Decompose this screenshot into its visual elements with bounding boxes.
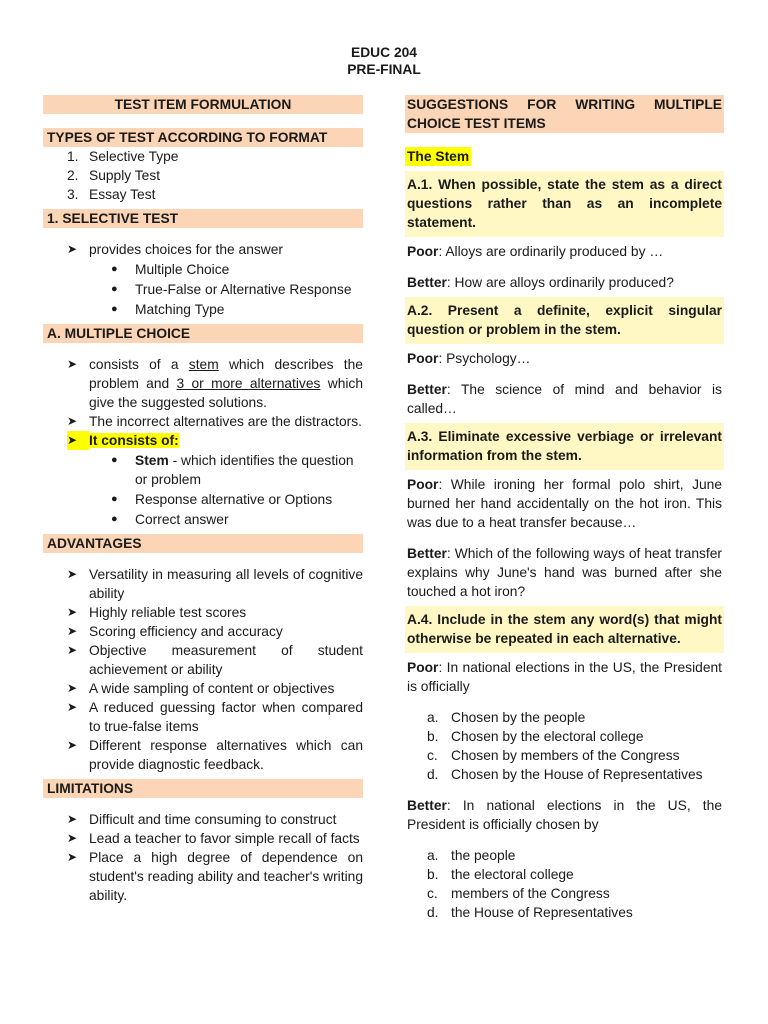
- poor-example: Poor: While ironing her formal polo shirt, June burned her hand accidentally on the hot iron. This was due to a heat transfer because…: [407, 477, 722, 530]
- arrow-bullet-icon: ➤: [67, 605, 78, 619]
- better-options-list: [405, 846, 724, 922]
- formulation-heading: TEST ITEM FORMULATION: [43, 95, 363, 114]
- selective-types-list: [43, 260, 363, 319]
- arrow-bullet-icon: ➤: [67, 812, 78, 826]
- list-item: ➤ provides choices for the answer: [67, 242, 284, 257]
- list-item: a. the people: [427, 848, 516, 863]
- arrow-bullet-icon: ➤: [67, 414, 78, 428]
- multiple-choice-list: [43, 355, 363, 450]
- list-item: c. Chosen by members of the Congress: [427, 748, 680, 763]
- list-item: ➤ Scoring efficiency and accuracy: [67, 624, 283, 639]
- list-item: ➤ Versatility in measuring all levels of cognitive ability: [67, 567, 363, 601]
- list-item: c. members of the Congress: [427, 886, 610, 901]
- list-item: ● Stem - which identifies the question or problem: [111, 453, 354, 487]
- poor-example: Poor: In national elections in the US, the President is officially: [407, 660, 722, 694]
- list-item: ● True-False or Alternative Response: [111, 282, 352, 297]
- tip-a3: A.3. Eliminate excessive verbiage or irrelevant information from the stem.: [405, 423, 724, 470]
- list-item: d. Chosen by the House of Representatives: [427, 767, 703, 782]
- list-item: ➤ The incorrect alternatives are the distractors.: [67, 414, 362, 429]
- multiple-choice-heading: A. MULTIPLE CHOICE: [43, 324, 363, 343]
- arrow-bullet-icon: ➤: [67, 831, 78, 845]
- better-example: Better: Which of the following ways of heat transfer explains why June's hand was burned after she touched a hot iron?: [407, 546, 722, 599]
- arrow-bullet-icon: ➤: [67, 431, 89, 450]
- list-item: 3. Essay Test: [67, 187, 156, 202]
- right-column: [405, 95, 724, 922]
- dot-bullet-icon: ●: [111, 283, 118, 295]
- poor-example: Poor: Alloys are ordinarily produced by …: [407, 244, 664, 259]
- tip-a2: A.2. Present a definite, explicit singular question or problem in the stem.: [405, 297, 724, 344]
- arrow-bullet-icon: ➤: [67, 567, 78, 581]
- dot-bullet-icon: ●: [111, 303, 118, 315]
- list-item: ➤ Lead a teacher to favor simple recall of facts: [67, 831, 360, 846]
- arrow-bullet-icon: ➤: [67, 357, 78, 371]
- list-item: ➤ Highly reliable test scores: [67, 605, 247, 620]
- limitations-list: [43, 810, 363, 905]
- dot-bullet-icon: ●: [111, 513, 118, 525]
- list-item: ● Multiple Choice: [111, 262, 230, 277]
- list-item: ● Matching Type: [111, 302, 225, 317]
- list-item: 2. Supply Test: [67, 168, 161, 183]
- limitations-heading: LIMITATIONS: [43, 779, 363, 798]
- list-item: ● Response alternative or Options: [111, 492, 333, 507]
- stem-heading: The Stem: [407, 149, 470, 164]
- types-list: [43, 147, 363, 204]
- selective-list: [43, 240, 363, 259]
- list-item: b. the electoral college: [427, 867, 574, 882]
- list-item: d. the House of Representatives: [427, 905, 633, 920]
- list-item: a. Chosen by the people: [427, 710, 586, 725]
- term-label: PRE-FINAL: [347, 62, 421, 77]
- list-item: 1. Selective Type: [67, 149, 179, 164]
- tip-a1: A.1. When possible, state the stem as a direct questions rather than as an incomplete statement.: [405, 171, 724, 237]
- better-example: Better: The science of mind and behavior is called…: [407, 382, 722, 416]
- poor-example: Poor: Psychology…: [407, 351, 531, 366]
- mc-parts-list: [43, 451, 363, 529]
- arrow-bullet-icon: ➤: [67, 624, 78, 638]
- arrow-bullet-icon: ➤: [67, 700, 78, 714]
- list-item: ➤ Place a high degree of dependence on student's reading ability and teacher's writing ability.: [67, 850, 363, 903]
- better-example: Better: In national elections in the US, the President is officially chosen by: [407, 798, 722, 832]
- list-item: ➤ consists of a stem which describes the problem and 3 or more alternatives which give the suggested solutions.: [67, 357, 364, 410]
- dot-bullet-icon: ●: [111, 454, 118, 466]
- arrow-bullet-icon: ➤: [67, 242, 78, 256]
- document-header: [0, 44, 768, 78]
- dot-bullet-icon: ●: [111, 263, 118, 275]
- list-item: ➤ Difficult and time consuming to construct: [67, 812, 337, 827]
- advantages-heading: ADVANTAGES: [43, 534, 363, 553]
- tip-a4: A.4. Include in the stem any word(s) that might otherwise be repeated in each alternative.: [405, 606, 724, 653]
- selective-test-heading: 1. SELECTIVE TEST: [43, 209, 363, 228]
- list-item: ● Correct answer: [111, 512, 229, 527]
- list-item: ➤ A wide sampling of content or objectives: [67, 681, 335, 696]
- advantages-list: [43, 565, 363, 774]
- list-item: b. Chosen by the electoral college: [427, 729, 644, 744]
- dot-bullet-icon: ●: [111, 493, 118, 505]
- better-example: Better: How are alloys ordinarily produced?: [407, 275, 674, 290]
- arrow-bullet-icon: ➤: [67, 643, 78, 657]
- poor-options-list: [405, 708, 724, 784]
- list-item: ➤ Objective measurement of student achievement or ability: [67, 643, 363, 677]
- suggestions-heading: SUGGESTIONS FOR WRITING MULTIPLE CHOICE TEST ITEMS: [407, 97, 722, 131]
- course-code: EDUC 204: [351, 45, 417, 60]
- list-item: ➤ It consists of:: [67, 433, 179, 448]
- arrow-bullet-icon: ➤: [67, 850, 78, 864]
- list-item: ➤ A reduced guessing factor when compared to true-false items: [67, 700, 363, 734]
- left-column: [43, 95, 363, 905]
- arrow-bullet-icon: ➤: [67, 681, 78, 695]
- list-item: ➤ Different response alternatives which can provide diagnostic feedback.: [67, 738, 363, 772]
- types-heading: TYPES OF TEST ACCORDING TO FORMAT: [43, 128, 363, 147]
- arrow-bullet-icon: ➤: [67, 738, 78, 752]
